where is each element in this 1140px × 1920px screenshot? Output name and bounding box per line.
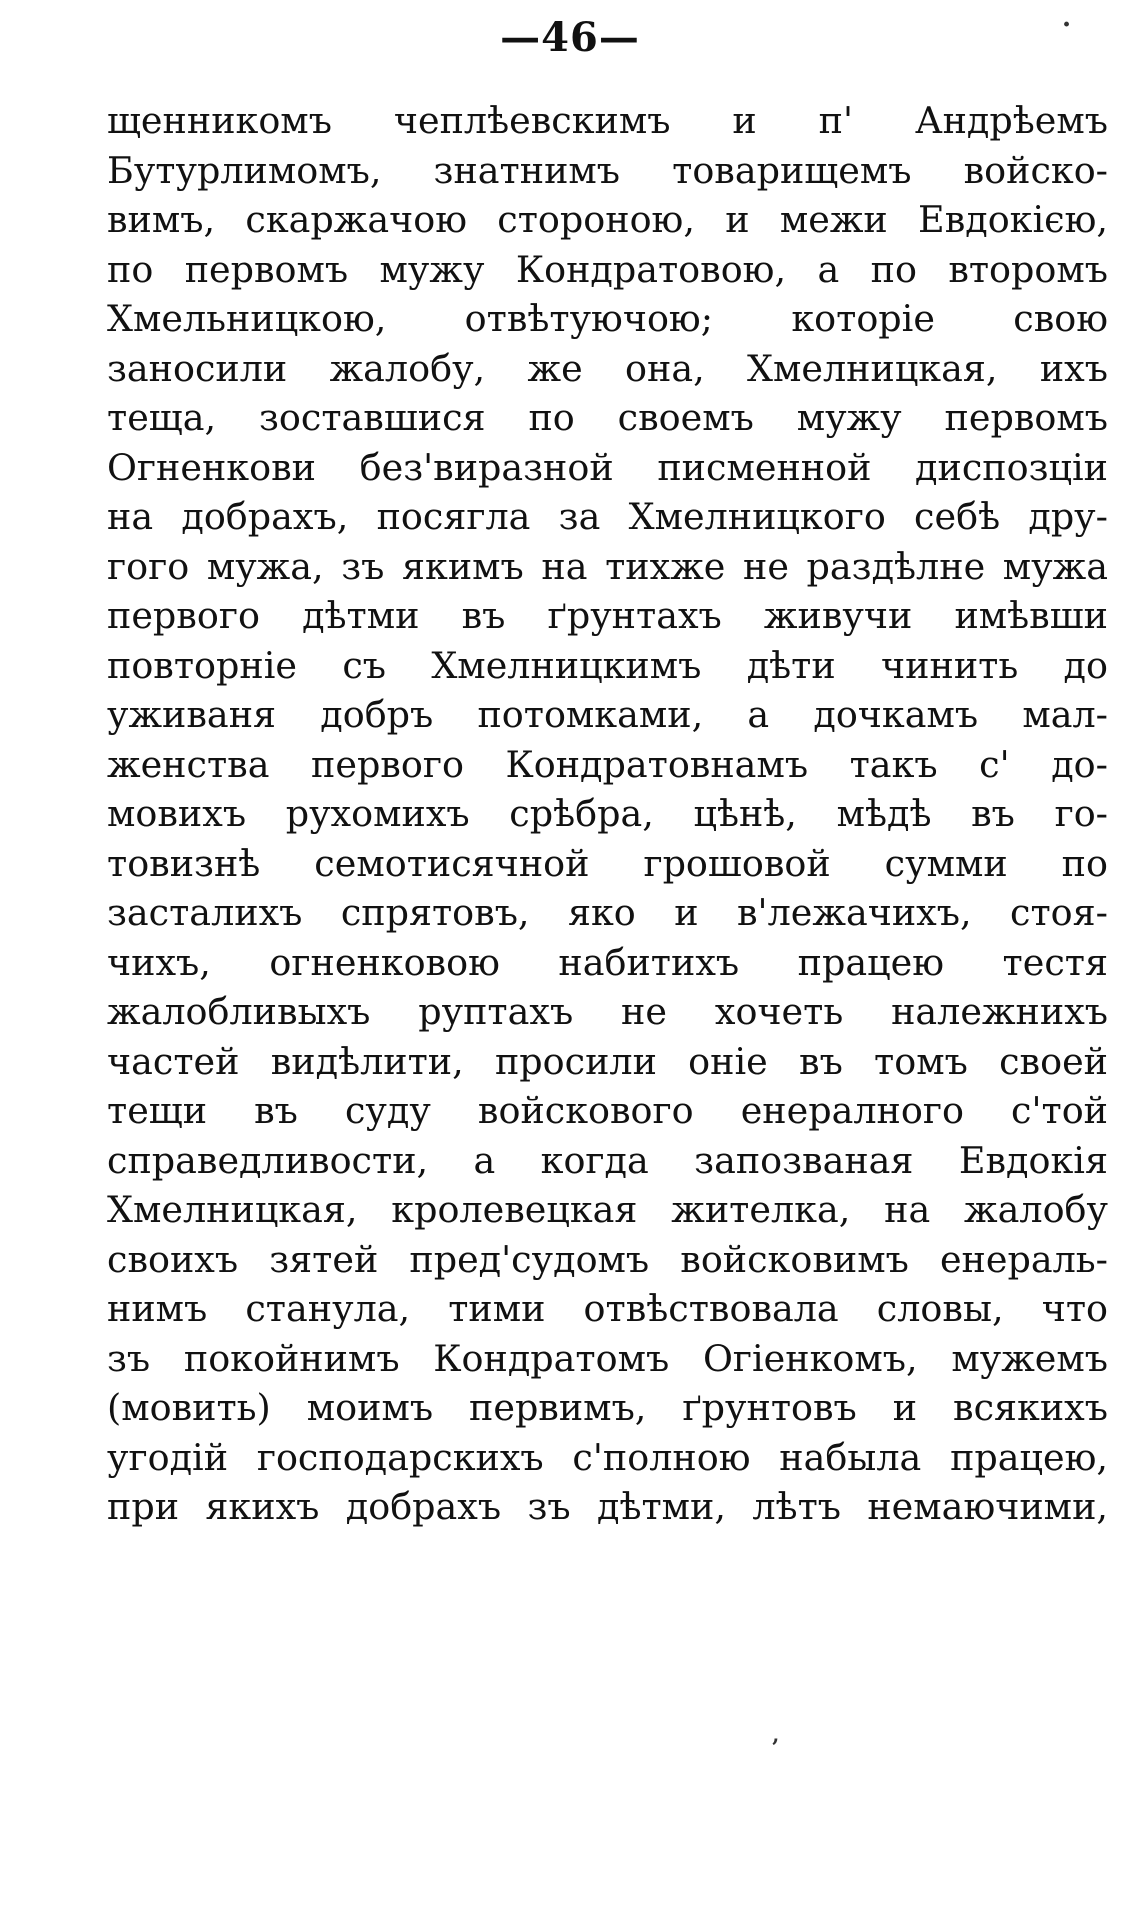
text-line-15: мовихъ рухомихъ срѣбра, цѣнѣ, мѣдѣ въ го- xyxy=(107,792,1108,835)
text-line-27: (мовить) моимъ первимъ, ґрунтовъ и всякихъ xyxy=(107,1386,1108,1429)
text-line-9: на добрахъ, посягла за Хмелницкого себѣ дру- xyxy=(107,495,1108,538)
text-line-16: товизнѣ семотисячной грошовой сумми по xyxy=(107,841,1108,885)
text-line-20: частей видѣлити, просили оніе въ томъ своей xyxy=(107,1039,1108,1083)
text-line-12: повторніе съ Хмелницкимъ дѣти чинить до xyxy=(107,643,1108,687)
text-line-1: щенникомъ чеплѣевскимъ и п' Андрѣемъ xyxy=(107,99,1108,142)
text-line-5: Хмельницкою, отвѣтуючою; которіе свою xyxy=(107,297,1108,340)
text-line-22: справедливости, а когда запозваная Евдокія xyxy=(107,1138,1108,1182)
text-line-3: вимъ, скаржачою стороною, и межи Евдокією, xyxy=(107,198,1108,241)
stray-mark-bottom: ʼ xyxy=(771,1735,779,1761)
text-line-29: при якихъ добрахъ зъ дѣтми, лѣтъ немаючими, xyxy=(107,1485,1108,1528)
text-line-2: Бутурлимомъ, знатнимъ товарищемъ войско- xyxy=(107,148,1108,192)
text-line-4: по первомъ мужу Кондратовою, а по второмъ xyxy=(107,247,1108,291)
text-line-24: своихъ зятей пред'судомъ войсковимъ енераль- xyxy=(107,1237,1108,1281)
text-line-10: гого мужа, зъ якимъ на тихже не раздѣлне мужа xyxy=(107,544,1108,588)
page-number: —46— xyxy=(500,14,640,61)
stray-mark-top: · xyxy=(1062,10,1072,40)
body-text xyxy=(107,96,1108,1532)
text-line-23: Хмелницкая, кролевецкая жителка, на жалобу xyxy=(107,1188,1108,1231)
text-line-17: засталихъ спрятовъ, яко и в'лежачихъ, стоя- xyxy=(107,891,1108,934)
text-line-8: Огненкови без'виразной писменной диспозціи xyxy=(107,445,1108,489)
text-line-21: тещи въ суду войскового енералного с'той xyxy=(107,1089,1108,1132)
text-line-18: чихъ, огненковою набитихъ працею тестя xyxy=(107,940,1108,984)
text-line-25: нимъ станула, тими отвѣствовала словы, что xyxy=(107,1287,1108,1330)
text-line-26: зъ покойнимъ Кондратомъ Огіенкомъ, мужемъ xyxy=(107,1336,1108,1380)
text-line-13: уживаня добръ потомками, а дочкамъ мал- xyxy=(107,693,1108,736)
text-line-7: теща, зоставшися по своемъ мужу первомъ xyxy=(107,396,1108,439)
text-line-28: угодій господарскихъ с'полною набыла працею, xyxy=(107,1435,1108,1479)
text-line-6: заносили жалобу, же она, Хмелницкая, ихъ xyxy=(107,346,1108,390)
text-line-11: первого дѣтми въ ґрунтахъ живучи имѣвши xyxy=(107,594,1108,637)
text-line-14: женства первого Кондратовнамъ такъ с' до- xyxy=(107,742,1108,786)
text-line-19: жалобливыхъ руптахъ не хочеть належнихъ xyxy=(107,990,1108,1033)
